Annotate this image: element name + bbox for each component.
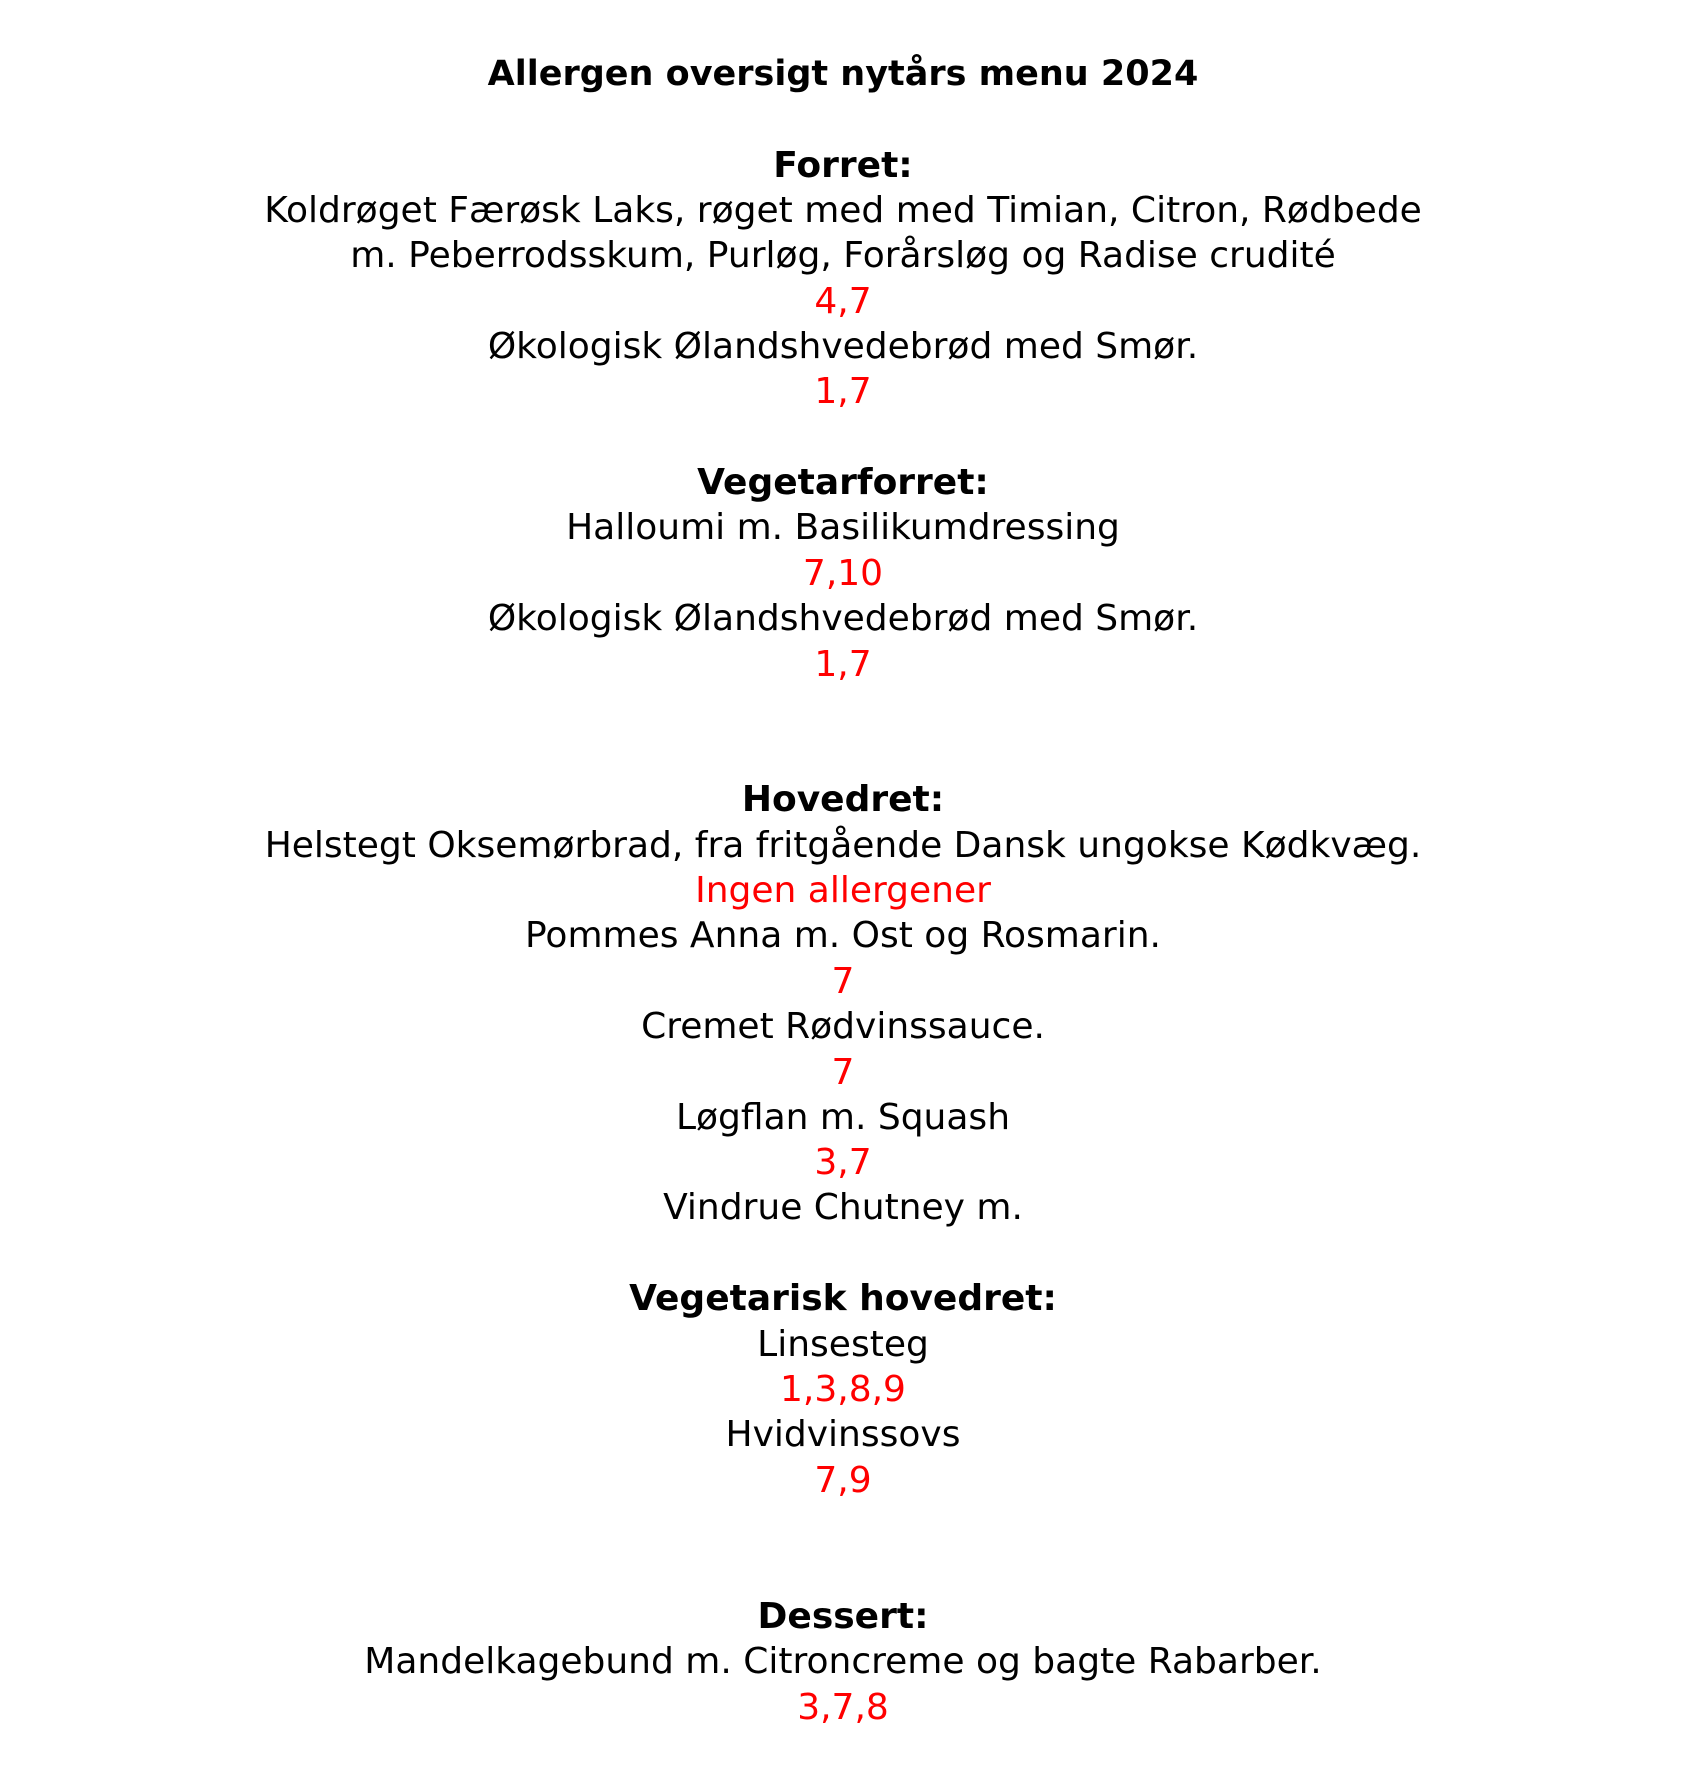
menu-item-name: m. Peberrodsskum, Purløg, Forårsløg og Radise crudité [350,235,1336,276]
section-heading-forret: Forret: [773,145,913,186]
menu-item-name: Mandelkagebund m. Citroncreme og bagte Rabarber. [364,1641,1322,1682]
menu-item-name: Halloumi m. Basilikumdressing [566,507,1120,548]
menu-item-name: Koldrøget Færøsk Laks, røget med med Timian, Citron, Rødbede [264,190,1422,231]
section-heading-dessert: Dessert: [757,1596,929,1637]
menu-item-name: Økologisk Ølandshvedebrød med Smør. [487,598,1199,639]
menu-item-name: Helstegt Oksemørbrad, fra fritgående Dansk ungokse Kødkvæg. [264,825,1422,866]
document-title: Allergen oversigt nytårs menu 2024 [487,54,1199,94]
allergen-codes: 7 [831,1052,855,1093]
menu-item-name: Linsesteg [757,1324,929,1365]
allergen-codes: 1,3,8,9 [780,1369,906,1410]
allergen-codes: 1,7 [814,644,872,685]
allergen-codes: 3,7 [814,1142,872,1183]
allergen-codes: Ingen allergener [695,870,991,911]
section-heading-vegetarisk-hovedret: Vegetarisk hovedret: [629,1278,1057,1319]
menu-item-name: Økologisk Ølandshvedebrød med Smør. [487,326,1199,367]
menu-item-name: Løgflan m. Squash [675,1097,1011,1138]
menu-item-name: Pommes Anna m. Ost og Rosmarin. [525,915,1161,956]
allergen-codes: 4,7 [814,281,872,322]
allergen-codes: 3,7,8 [797,1687,889,1728]
allergen-codes: 1,7 [814,371,872,412]
allergen-codes: 7,9 [814,1460,872,1501]
allergen-codes: 7 [831,961,855,1002]
menu-item-name: Cremet Rødvinssauce. [641,1006,1045,1047]
allergen-codes: 7,10 [802,553,884,594]
menu-item-name: Hvidvinssovs [725,1414,961,1455]
menu-item-name: Vindrue Chutney m. [663,1187,1023,1228]
section-heading-vegetarforret: Vegetarforret: [697,462,989,503]
section-heading-hovedret: Hovedret: [741,779,945,820]
